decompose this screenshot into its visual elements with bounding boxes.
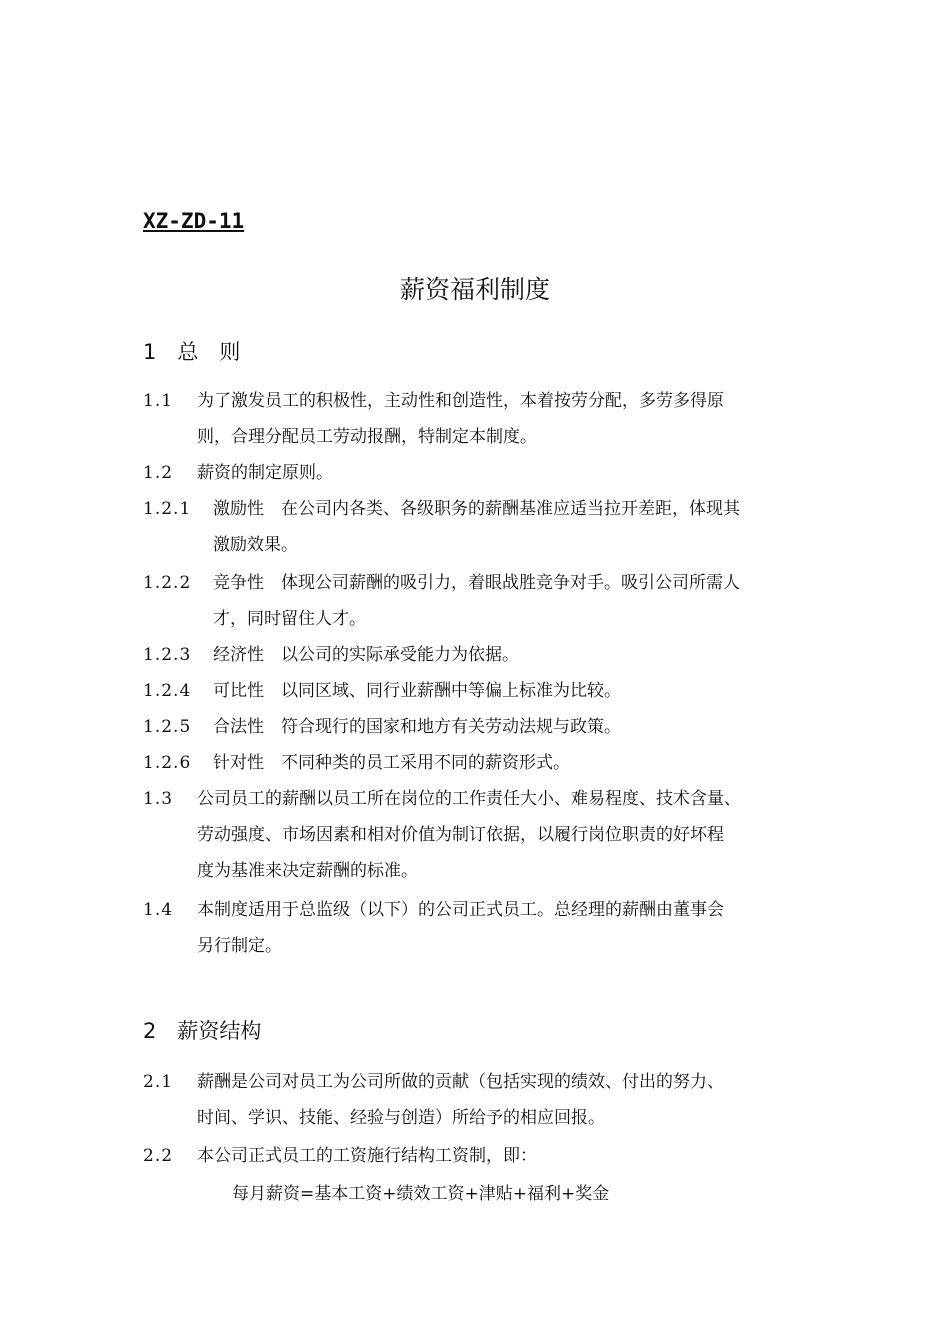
clause-1-2-2: [143, 565, 843, 637]
clause-text: 时间、学识、技能、经验与创造）所给予的相应回报。: [197, 1108, 605, 1128]
clause-2-2: [143, 1138, 843, 1174]
clause-1-2-3: [143, 637, 843, 673]
document-title: 薪资福利制度: [399, 275, 550, 304]
clause-text: 薪酬是公司对员工为公司所做的贡献（包括实现的绩效、付出的努力、: [197, 1072, 724, 1092]
clause-number: 1.2.1: [143, 499, 192, 519]
clause-1-2: [143, 455, 843, 491]
clause-text: 可比性 以同区域、同行业薪酬中等偏上标准为比较。: [213, 681, 621, 701]
clause-number: 1.2: [143, 463, 174, 483]
clause-number: 1.2.2: [143, 573, 192, 593]
clause-text: 本公司正式员工的工资施行结构工资制，即：: [197, 1146, 537, 1166]
clause-number: 1.4: [143, 900, 174, 920]
section-heading-general: 1 总 则: [143, 340, 241, 364]
clause-text: 合法性 符合现行的国家和地方有关劳动法规与政策。: [213, 717, 621, 737]
clause-text: 劳动强度、市场因素和相对价值为制订依据，以履行岗位职责的好坏程: [197, 825, 724, 845]
clause-1-3: [143, 781, 843, 889]
clause-1-2-5: [143, 709, 843, 745]
clause-1-2-6: [143, 745, 843, 781]
clause-2-1: [143, 1064, 843, 1136]
clause-text: 才，同时留住人才。: [213, 609, 366, 629]
clause-text: 经济性 以公司的实际承受能力为依据。: [213, 645, 519, 665]
clause-number: 1.2.4: [143, 681, 192, 701]
clause-number: 1.3: [143, 789, 174, 809]
clause-text: 薪资的制定原则。: [197, 463, 333, 483]
clause-text: 本制度适用于总监级（以下）的公司正式员工。总经理的薪酬由董事会: [197, 900, 724, 920]
clause-number: 1.2.5: [143, 717, 192, 737]
clause-number: 2.2: [143, 1146, 174, 1166]
clause-1-4: [143, 892, 843, 964]
clause-text: 则，合理分配员工劳动报酬，特制定本制度。: [197, 427, 537, 447]
clause-text: 公司员工的薪酬以员工所在岗位的工作责任大小、难易程度、技术含量、: [197, 789, 741, 809]
clause-text: 针对性 不同种类的员工采用不同的薪资形式。: [213, 753, 570, 773]
clause-1-1: [143, 383, 843, 455]
salary-formula: 每月薪资=基本工资+绩效工资+津贴+福利+奖金: [232, 1184, 610, 1204]
section-heading-salary-structure: 2 薪资结构: [143, 1019, 262, 1043]
clause-text: 为了激发员工的积极性，主动性和创造性，本着按劳分配，多劳多得原: [197, 391, 724, 411]
clause-text: 激励性 在公司内各类、各级职务的薪酬基准应适当拉开差距，体现其: [213, 499, 740, 519]
clause-text: 激励效果。: [213, 535, 298, 555]
document-code: XZ-ZD-11: [143, 209, 245, 233]
clause-1-2-4: [143, 673, 843, 709]
clause-1-2-1: [143, 491, 843, 563]
clause-number: 1.2.3: [143, 645, 192, 665]
clause-text: 竞争性 体现公司薪酬的吸引力，着眼战胜竞争对手。吸引公司所需人: [213, 573, 740, 593]
clause-number: 2.1: [143, 1072, 174, 1092]
clause-text: 度为基准来决定薪酬的标准。: [197, 861, 418, 881]
clause-text: 另行制定。: [197, 936, 282, 956]
clause-number: 1.1: [143, 391, 174, 411]
clause-number: 1.2.6: [143, 753, 192, 773]
